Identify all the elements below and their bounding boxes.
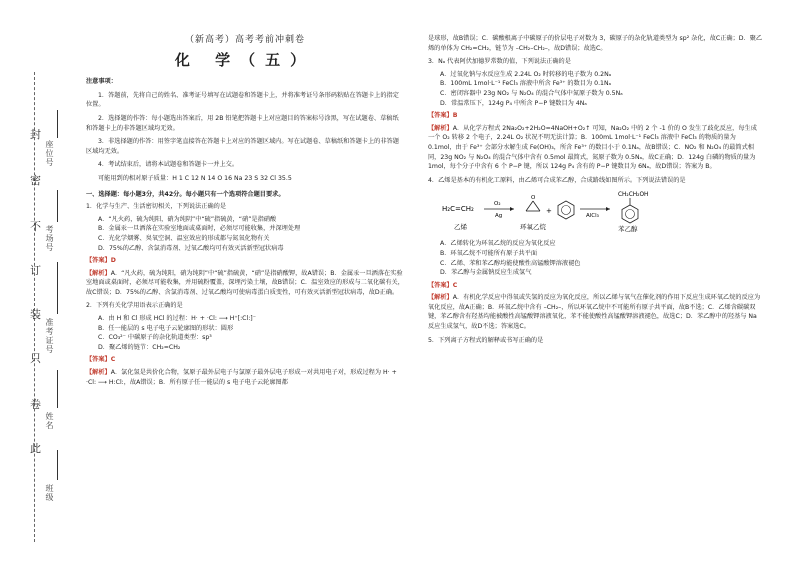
epoxide-label: 环氧乙烷: [520, 223, 546, 232]
option-d: D．75%的乙醇、含氯消毒剂、过氧乙酸均可有效灭活新型冠状病毒: [98, 244, 284, 252]
continued-analysis: 是球形，故B错误；C．碳酸根离子中碳原子的价层电子对数为 3，碳原子的杂化轨道类型为 sp² 杂化，故C正确；D．聚乙烯的单体为 CH₂=CH₂，链节为 –CH₂–CH₂–，故D错误；故选C。: [428, 35, 763, 52]
product-label: 苯乙醇: [618, 225, 638, 234]
option-a: A．由 H 和 Cl 形成 HCl 的过程：H· + ·Cl: ⟶ H⁺[:Cl:]⁻: [98, 315, 256, 323]
class-field[interactable]: [57, 450, 58, 480]
seat-number-label: 座位号: [45, 140, 54, 167]
question-stem: 3．Nₐ 代表阿伏加德罗常数的值，下列说法正确的是: [428, 58, 571, 66]
exam-room-label: 考场号: [45, 225, 54, 252]
answer-label: 【答案】C: [86, 356, 116, 364]
answer-label: 【答案】B: [428, 112, 458, 120]
analysis-text: A．从化学方程式 2Na₂O₂+2H₂O=4NaOH+O₂↑ 可知，Na₂O₂ 中的 2 个 -1 价的 O 发生了歧化反应，每生成一个 O₂ 转移 2 个电子，2.24L O₂ 状况不明无法计算；B．100mL 1mol·L⁻¹ FeCl₃ 溶液中 FeCl₃ 的物质的量为 0.1mol，由于 Fe³⁺ 会部分水解生成 Fe(OH)₃，所含 Fe³⁺ 的数目小于 0.1Nₐ，故B错误；C．NO₂ 和 N₂O₄ 的最简式相同，23g NO₂ 与 N₂O₄ 的混合气体中含有 0.5mol 最简式，氮原子数为 0.5Nₐ，故C正确；D．124g 白磷的物质的量为 1mol，每个分子中含有 6 个 P−P 键，所以 124g P₄ 含有的 P−P 键数目为 6Nₐ，故D错误；答案为 B。: [428, 124, 757, 171]
analysis-text: A．有机化学反应中得氧或失氢的反应为氧化反应，所以乙烯与氧气在催化剂的作用下反应生成环氧乙烷的反应为氧化反应，故A正确；B．环氧乙烷中含有 –CH₂–，所以环氧乙烷中不可能所有原子共平面，故B不选；C．乙烯含碳碳双键，苯乙醇含有羟基均能被酸性高锰酸钾溶液氧化，苯不能使酸性高锰酸钾溶液褪色，故选C；D．苯乙醇中的羟基与 Na 反应生成氢气，故D不选；答案选C。: [428, 294, 761, 331]
phenylethanol-icon: [622, 198, 638, 223]
option-a: A．乙烯转化为环氧乙烷的反应为氧化反应: [440, 240, 556, 248]
left-column: [86, 36, 404, 391]
reagent-o2: O₂: [494, 201, 501, 208]
svg-text:O: O: [531, 195, 536, 202]
binding-char: 装: [30, 308, 41, 321]
admission-number-field[interactable]: [57, 262, 58, 314]
right-column: [428, 34, 763, 348]
analysis-label: 【解析】: [428, 124, 453, 132]
question-1: [86, 202, 404, 297]
option-b: B．任一能层的 s 电子电子云轮廓图的形状：圆形: [98, 324, 234, 332]
ethylene-label: 乙烯: [454, 223, 467, 232]
option-b: B．环氧乙烷不可能所有原子共平面: [440, 249, 538, 257]
question-stem: 2．下列有关化学用语表示正确的是: [86, 302, 183, 310]
subject-title: 化 学（五）: [174, 50, 316, 69]
option-d: D．常温常压下，124g P₄ 中所含 P−P 键数目为 4Nₐ: [440, 99, 587, 107]
question-5-stem: 5．下列离子方程式的解释或书写正确的是: [428, 336, 544, 344]
section-heading: 一、选择题：每小题3分，共42分。每小题只有一个选项符合题目要求。: [86, 190, 285, 198]
question-2: [86, 301, 404, 387]
analysis-text: A．氯化氢是共价化合物，氢原子最外层电子与氯原子最外层电子形成一对共用电子对，形成过程为 H· + ·Cl: ⟶ H:Cl:，故A错误；B．所有原子任一能层的 s 电子电子云轮廓图都: [86, 369, 397, 386]
exam-title: （新高考）高考考前冲刺卷: [184, 35, 305, 45]
option-d: D．苯乙醇与金属钠反应生成氢气: [440, 269, 532, 277]
arrow-head-2: [606, 207, 610, 211]
question-3: [428, 57, 763, 172]
question-4: [428, 176, 763, 332]
option-a: A．过氧化钠与水反应生成 2.24L O₂ 时转移的电子数为 0.2Nₐ: [440, 70, 612, 78]
analysis-label: 【解析】: [428, 294, 453, 302]
binding-char: 不: [30, 220, 41, 233]
class-label: 班级: [45, 484, 54, 502]
notice-item: 3．非选择题的作答：用签字笔直接答在答题卡上对应的答题区域内。写在试题卷、草稿纸和答题卡上的非答题区域均无效。: [86, 138, 399, 155]
catalyst-ag: Ag: [495, 213, 503, 220]
binding-margin: [0, 0, 64, 562]
svg-text:+: +: [546, 207, 552, 216]
option-b: B．100mL 1mol·L⁻¹ FeCl₃ 溶液中所含 Fe³⁺ 的数目为 0.1Nₐ: [440, 80, 612, 88]
notice-item: 1．答题前，先将自己的姓名、准考证号填写在试题卷和答题卡上，并将准考证号条形码粘贴在答题卡上的指定位置。: [86, 91, 399, 109]
answer-label: 【答案】D: [86, 257, 116, 265]
epoxide-ring-icon: [526, 195, 540, 211]
binding-char: 此: [30, 442, 41, 455]
binding-char: 卷: [30, 398, 41, 411]
binding-char: 只: [30, 352, 41, 365]
arrow-head-1: [510, 207, 514, 211]
question-stem: 4．乙烯是基本的有机化工原料，由乙烯可合成苯乙醇，合成路线如图所示。下列说法错误的是: [428, 176, 686, 184]
option-c: C．光化学烟雾、臭氧空洞、温室效应的形成都与氮氧化物有关: [98, 234, 270, 242]
name-label: 姓名: [45, 412, 54, 430]
option-c: C．密闭容器中 23g NO₂ 与 N₂O₄ 的混合气体中氮原子数为 0.5Nₐ: [440, 89, 623, 97]
exam-room-field[interactable]: [57, 190, 58, 222]
binding-char: 封: [30, 128, 41, 141]
admission-number-label: 准考证号: [45, 318, 54, 354]
option-b: B．金属汞一旦洒落在实验室地面或桌面时，必须尽可能收集，并深埋处理: [98, 225, 301, 233]
option-a: A．“凡火药，硫为纯阳，硝为纯阴”中“硫”指硫黄，“硝”是指硝酸: [98, 215, 277, 223]
answer-label: 【答案】C: [428, 281, 458, 289]
notice-heading: 注意事项：: [86, 78, 117, 86]
binding-char: 订: [30, 264, 41, 277]
reaction-scheme: [440, 189, 740, 233]
synthesis-route-diagram: [440, 189, 763, 233]
analysis-text: A．“凡火药，硫为纯阳，硝为纯阴”中“硫”指硫黄，“硝”是指硝酸钾，故A错误；B．金属汞一旦洒落在实验室地面或桌面时，必须尽可能收集，并用硫粉覆盖，深埋污染土壤，故B错误；C．温室效应的形成与二氧化碳有关，故C错误；D．75%的乙醇、含氯消毒剂、过氧乙酸均可使病毒蛋白质变性，可有效灭活新型冠状病毒，故D正确。: [86, 269, 404, 296]
atomic-masses: 可能用到的相对原子质量：H 1 C 12 N 14 O 16 Na 23 S 32 Cl 35.5: [98, 174, 292, 182]
product-group: CH₂CH₂OH: [618, 192, 649, 199]
benzene-ring-icon: [558, 201, 574, 219]
question-stem: 1．化学与生产、生活密切相关，下列说法正确的是: [86, 203, 227, 211]
notice-item: 2．选择题的作答：每小题选出答案后，用 2B 铅笔把答题卡上对应题目的答案标号涂黑，写在试题卷、草稿纸和答题卡上的非答题区域均无效。: [86, 114, 399, 132]
name-field[interactable]: [57, 370, 58, 408]
catalyst-alcl3: AlCl₃: [586, 213, 599, 220]
analysis-label: 【解析】: [86, 269, 111, 277]
notice-block: [86, 77, 404, 183]
notice-item: 4．考试结束后，请将本试题卷和答题卡一并上交。: [98, 161, 239, 169]
analysis-label: 【解析】: [86, 369, 111, 377]
option-c: C．乙烯、苯和苯乙醇均能使酸性高锰酸钾溶液褪色: [440, 259, 581, 267]
option-d: D．聚乙烯的链节：CH₂=CH₂: [98, 343, 181, 351]
binding-char: 密: [30, 174, 41, 187]
seat-number-field[interactable]: [57, 110, 58, 138]
ethylene-formula: H₂C=CH₂: [442, 205, 474, 214]
option-c: C．CO₃²⁻ 中碳原子的杂化轨道类型：sp³: [98, 334, 212, 342]
